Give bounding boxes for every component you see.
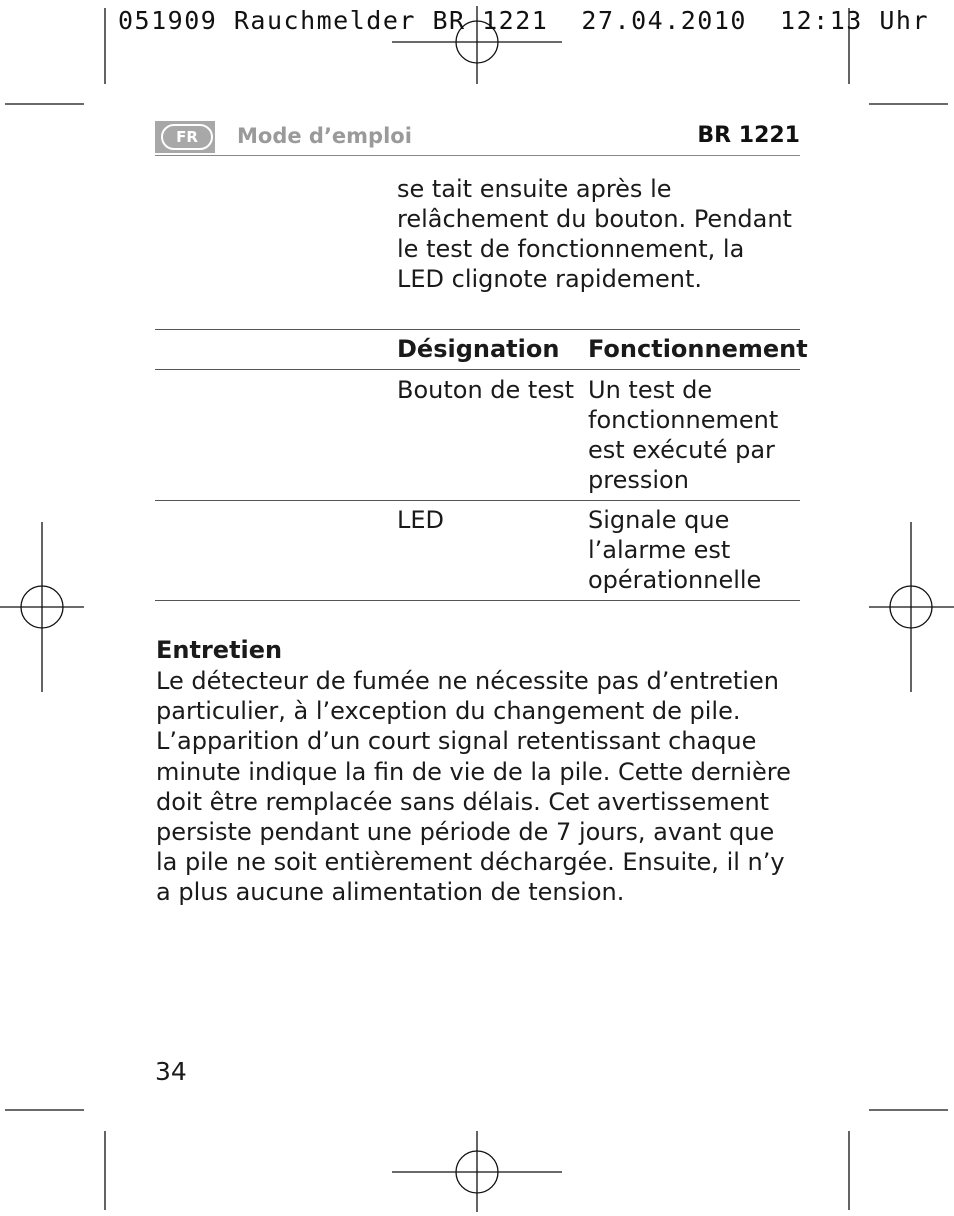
table-row-2-function: Signale que l’alarme est opérationnelle	[588, 506, 762, 594]
running-header	[155, 120, 800, 156]
table-row-2-designation: LED	[397, 506, 445, 534]
table-header-rule	[155, 369, 800, 370]
page-number: 34	[155, 1057, 187, 1086]
section-title-maintenance: Entretien	[156, 636, 283, 664]
language-code: FR	[161, 124, 213, 150]
print-slug-line: 051909 Rauchmelder BR 1221 27.04.2010 12:13 Uhr	[118, 6, 930, 35]
table-row-rule	[155, 500, 800, 501]
table-header-function: Fonctionnement	[588, 335, 808, 363]
table-bottom-rule	[155, 600, 800, 601]
registration-mark-right	[869, 522, 954, 692]
header-rule	[155, 155, 800, 156]
language-badge	[155, 121, 215, 153]
model-number: BR 1221	[697, 123, 800, 148]
manual-title: Mode d’emploi	[237, 124, 412, 148]
intro-paragraph: se tait ensuite après le relâchement du bouton. Pendant le test de fonctionnement, la LED clignote rapidement.	[397, 175, 792, 293]
registration-mark-top	[392, 6, 562, 84]
registration-mark-bottom	[392, 1131, 562, 1212]
table-top-rule	[155, 329, 800, 330]
table-row-1-designation: Bouton de test	[397, 376, 575, 404]
section-body-maintenance: Le détecteur de fumée ne nécessite pas d’entretien particulier, à l’exception du changement de pile. L’apparition d’un court signal retentissant chaque minute indique la fin de vie de la pile. Cette dernière doit être remplacée sans délais. Cet avertissement persiste pendant une période de 7 jours, avant que la pile ne soit entièrement déchargée. Ensuite, il n’y a plus aucune alimentation de tension.	[156, 667, 791, 907]
table-row-1-function: Un test de fonctionnement est exécuté par pression	[588, 376, 779, 494]
registration-mark-left	[0, 522, 84, 692]
table-header-designation: Désignation	[397, 335, 560, 363]
